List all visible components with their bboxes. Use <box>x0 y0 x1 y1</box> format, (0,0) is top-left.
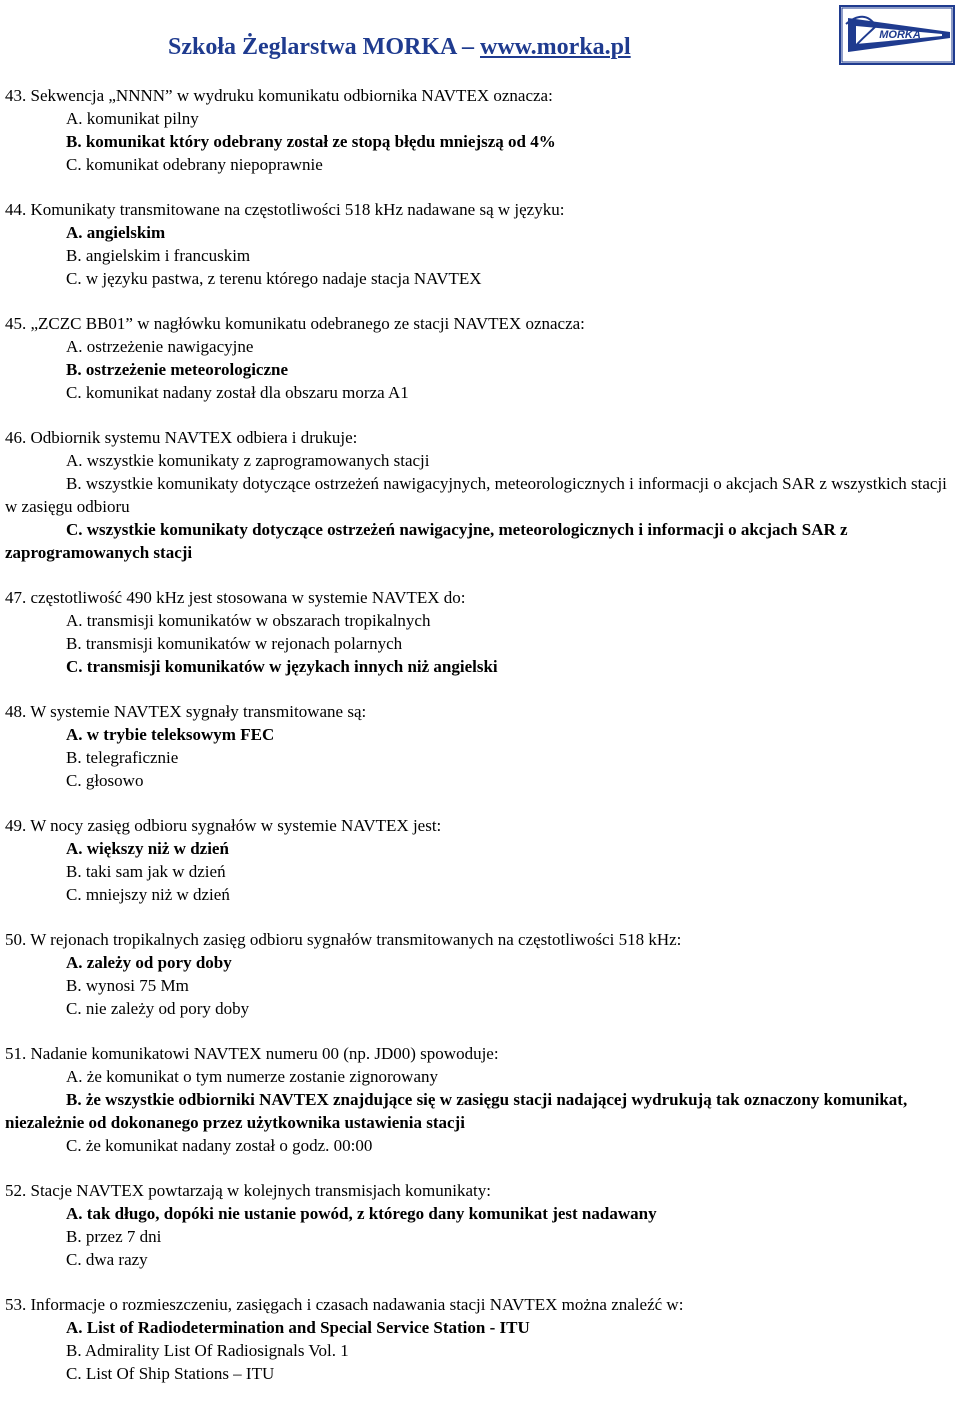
answer-option: C. w języku pastwa, z terenu którego nadaje stacja NAVTEX <box>66 269 482 288</box>
question-text: 45. „ZCZC BB01” w nagłówku komunikatu odebranego ze stacji NAVTEX oznacza: <box>5 314 585 333</box>
question-text: 51. Nadanie komunikatowi NAVTEX numeru 00 (np. JD00) spowoduje: <box>5 1044 499 1063</box>
answer-option: A. transmisji komunikatów w obszarach tropikalnych <box>66 611 431 630</box>
answer-option: A. ostrzeżenie nawigacyjne <box>66 337 254 356</box>
answer-option: C. mniejszy niż w dzień <box>66 885 230 904</box>
answer-option: C. dwa razy <box>66 1250 148 1269</box>
question-text: 50. W rejonach tropikalnych zasięg odbioru sygnałów transmitowanych na częstotliwości 518 kHz: <box>5 930 682 949</box>
question-block <box>5 84 957 176</box>
question-text: 46. Odbiornik systemu NAVTEX odbiera i drukuje: <box>5 428 358 447</box>
question-block <box>5 700 957 792</box>
question-block <box>5 1179 957 1271</box>
answer-option: A. że komunikat o tym numerze zostanie zignorowany <box>66 1067 438 1086</box>
answer-correct: A. tak długo, dopóki nie ustanie powód, z którego dany komunikat jest nadawany <box>66 1204 657 1223</box>
question-text: 49. W nocy zasięg odbioru sygnałów w systemie NAVTEX jest: <box>5 816 442 835</box>
answer-option: B. angielskim i francuskim <box>66 246 251 265</box>
question-block <box>5 198 957 290</box>
answer-option: B. Admirality List Of Radiosignals Vol. 1 <box>66 1341 349 1360</box>
answer-correct: A. angielskim <box>66 223 166 242</box>
answer-option: C. że komunikat nadany został o godz. 00:00 <box>66 1136 373 1155</box>
page-header <box>0 0 960 70</box>
answer-correct: C. wszystkie komunikaty dotyczące ostrzeżeń nawigacyjne, meteorologicznych i informacji o akcjach SAR z zaprogramowanych stacji <box>5 520 848 562</box>
answer-correct: A. List of Radiodetermination and Special Service Station - ITU <box>66 1318 530 1337</box>
answer-option: A. wszystkie komunikaty z zaprogramowanych stacji <box>66 451 430 470</box>
answer-option: C. komunikat nadany został dla obszaru morza A1 <box>66 383 409 402</box>
answer-option: C. List Of Ship Stations – ITU <box>66 1364 275 1383</box>
answer-option: B. wszystkie komunikaty dotyczące ostrzeżeń nawigacyjnych, meteorologicznych i informacji o akcjach SAR z wszystkich stacji w zasięgu odbioru <box>5 474 947 516</box>
question-text: 44. Komunikaty transmitowane na częstotliwości 518 kHz nadawane są w języku: <box>5 200 565 219</box>
question-text: 48. W systemie NAVTEX sygnały transmitowane są: <box>5 702 367 721</box>
answer-option: C. komunikat odebrany niepoprawnie <box>66 155 323 174</box>
answer-correct: A. większy niż w dzień <box>66 839 229 858</box>
school-name: Szkoła Żeglarstwa MORKA – <box>168 34 480 60</box>
answer-correct: A. w trybie teleksowym FEC <box>66 725 275 744</box>
answer-correct: A. zależy od pory doby <box>66 953 232 972</box>
answer-option: C. głosowo <box>66 771 144 790</box>
answer-option: A. komunikat pilny <box>66 109 199 128</box>
morka-logo-icon <box>838 4 956 66</box>
answer-option: B. taki sam jak w dzień <box>66 862 226 881</box>
question-text: 52. Stacje NAVTEX powtarzają w kolejnych transmisjach komunikaty: <box>5 1181 491 1200</box>
question-block <box>5 1042 957 1157</box>
answer-correct: C. transmisji komunikatów w językach innych niż angielski <box>66 657 498 676</box>
question-text: 47. częstotliwość 490 kHz jest stosowana w systemie NAVTEX do: <box>5 588 466 607</box>
answer-option: C. nie zależy od pory doby <box>66 999 250 1018</box>
question-block <box>5 586 957 678</box>
question-block <box>5 814 957 906</box>
answer-option: B. wynosi 75 Mm <box>66 976 189 995</box>
answer-correct: B. komunikat który odebrany został ze stopą błędu mniejszą od 4% <box>66 132 556 151</box>
answer-option: B. transmisji komunikatów w rejonach polarnych <box>66 634 403 653</box>
logo-text: MORKA <box>879 29 921 41</box>
question-block <box>5 928 957 1020</box>
question-text: 53. Informacje o rozmieszczeniu, zasięgach i czasach nadawania stacji NAVTEX można znaleźć w: <box>5 1295 684 1314</box>
question-text: 43. Sekwencja „NNNN” w wydruku komunikatu odbiornika NAVTEX oznacza: <box>5 86 553 105</box>
website-link[interactable]: www.morka.pl <box>480 34 631 60</box>
answer-option: B. telegraficznie <box>66 748 179 767</box>
answer-correct: B. że wszystkie odbiorniki NAVTEX znajdujące się w zasięgu stacji nadającej wydrukują tak oznaczony komunikat, niezależnie od dokonanego przez użytkownika ustawienia stacji <box>5 1090 908 1132</box>
answer-option: B. przez 7 dni <box>66 1227 162 1246</box>
answer-correct: B. ostrzeżenie meteorologiczne <box>66 360 289 379</box>
question-block <box>5 426 957 564</box>
question-block <box>5 1293 957 1385</box>
questions-list <box>5 84 957 1407</box>
question-block <box>5 312 957 404</box>
header-title <box>168 32 631 62</box>
